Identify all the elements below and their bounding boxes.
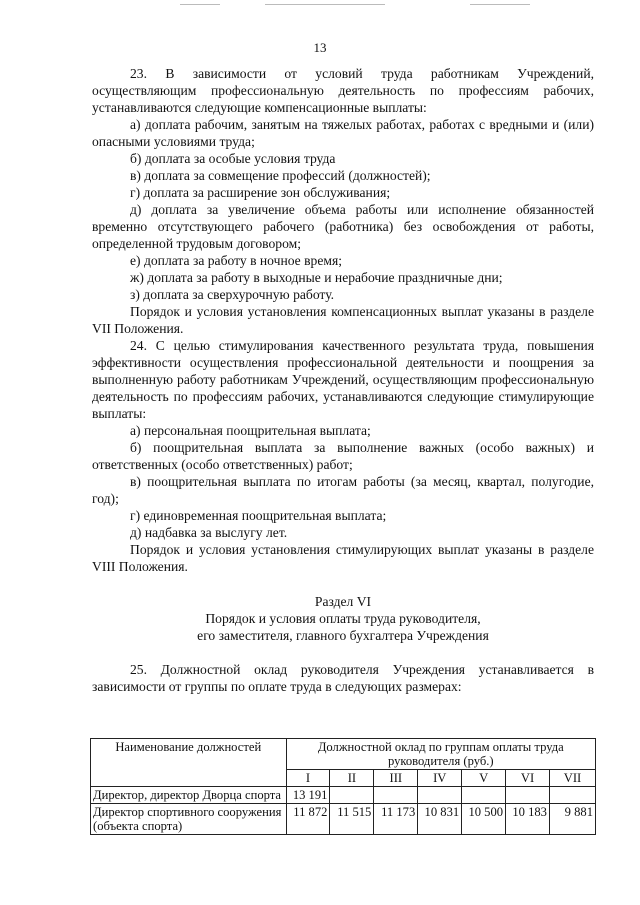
document-body <box>92 65 594 695</box>
list-item-g-2: г) единовременная поощрительная выплата; <box>130 508 387 523</box>
list-item-a-2: а) персональная поощрительная выплата; <box>130 423 371 438</box>
list-item-d-2: д) надбавка за выслугу лет. <box>130 525 288 540</box>
list-item-b: б) доплата за особые условия труда <box>130 151 336 166</box>
salary-cell <box>374 787 418 804</box>
group-header: III <box>374 770 418 787</box>
salary-cell: 11 872 <box>286 804 330 835</box>
group-header: II <box>330 770 374 787</box>
salary-cell: 13 191 <box>286 787 330 804</box>
salary-cell: 11 515 <box>330 804 374 835</box>
list-item-g: г) доплата за расширение зон обслуживания; <box>130 185 391 200</box>
section-subtitle-line1: Порядок и условия оплаты труда руководителя, <box>205 611 481 626</box>
salary-cell: 10 183 <box>506 804 550 835</box>
list-item-d: д) доплата за увеличение объема работы или исполнение обязанностей временно отсутствующего рабочего (работника) без освобождения от работы, определенной трудовым договором; <box>92 202 594 251</box>
salary-cell: 10 831 <box>418 804 462 835</box>
paragraph-compensation-order: Порядок и условия установления компенсационных выплат указаны в разделе VII Положения. <box>92 304 594 336</box>
salary-cell: 9 881 <box>549 804 595 835</box>
header-salary-groups: Должностной оклад по группам оплаты труда руководителя (руб.) <box>286 739 595 770</box>
section-subtitle-line2: его заместителя, главного бухгалтера Учреждения <box>197 628 489 643</box>
section-title: Раздел VI <box>314 594 372 609</box>
salary-cell <box>506 787 550 804</box>
list-item-v: в) доплата за совмещение профессий (должностей); <box>130 168 431 183</box>
paragraph-24: 24. С целью стимулирования качественного результата труда, повышения эффективности осуществления профессиональной деятельности и поощрения за выполненную работу работникам Учреждений, осуществляющим профессиональную деятельность по профессиям рабочих, устанавливаются следующие стимулирующие выплаты: <box>92 338 594 421</box>
paragraph-incentive-order: Порядок и условия установления стимулирующих выплат указаны в разделе VIII Положения. <box>92 542 594 574</box>
table-row <box>91 787 596 804</box>
salary-cell <box>330 787 374 804</box>
paragraph-23: 23. В зависимости от условий труда работникам Учреждений, осуществляющим профессиональную деятельность по профессиям рабочих, устанавливаются следующие компенсационные выплаты: <box>92 66 594 115</box>
scan-artifact <box>180 4 220 5</box>
position-name: Директор спортивного сооружения (объекта спорта) <box>91 804 287 835</box>
scan-artifact <box>470 4 530 5</box>
list-item-z: з) доплата за сверхурочную работу. <box>130 287 335 302</box>
group-header: VI <box>506 770 550 787</box>
paragraph-25: 25. Должностной оклад руководителя Учреждения устанавливается в зависимости от группы по оплате труда в следующих размерах: <box>92 662 594 694</box>
list-item-v-2: в) поощрительная выплата по итогам работы (за месяц, квартал, полугодие, год); <box>92 474 594 506</box>
salary-table <box>90 738 596 835</box>
header-position-name: Наименование должностей <box>91 739 287 787</box>
list-item-a: а) доплата рабочим, занятым на тяжелых работах, работах с вредными и (или) опасными условиями труда; <box>92 117 594 149</box>
salary-cell: 11 173 <box>374 804 418 835</box>
group-header: V <box>462 770 506 787</box>
position-name: Директор, директор Дворца спорта <box>91 787 287 804</box>
list-item-b-2: б) поощрительная выплата за выполнение важных (особо важных) и ответственных (особо ответственных) работ; <box>92 440 594 472</box>
list-item-e: е) доплата за работу в ночное время; <box>130 253 342 268</box>
group-header: I <box>286 770 330 787</box>
salary-cell <box>462 787 506 804</box>
salary-cell <box>549 787 595 804</box>
page-number: 13 <box>313 40 327 55</box>
scan-artifact <box>265 4 385 5</box>
list-item-zh: ж) доплата за работу в выходные и нерабочие праздничные дни; <box>130 270 503 285</box>
salary-cell: 10 500 <box>462 804 506 835</box>
salary-cell <box>418 787 462 804</box>
table-row <box>91 804 596 835</box>
group-header: IV <box>418 770 462 787</box>
group-header: VII <box>549 770 595 787</box>
